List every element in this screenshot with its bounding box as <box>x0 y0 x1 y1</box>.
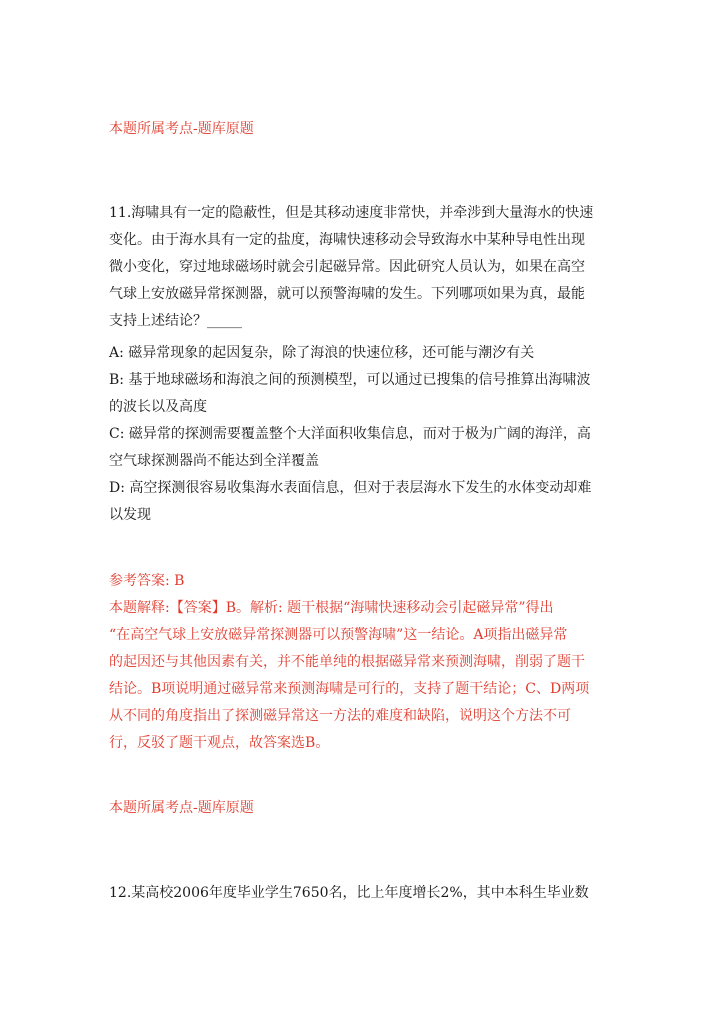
explanation-line: 本题解释:【答案】B。解析: 题干根据“海啸快速移动会引起磁异常”得出 <box>109 600 554 616</box>
question-11-stem <box>109 200 609 335</box>
q12-stem-line: 12.某高校2006年度毕业学生7650名，比上年度增长2%，其中本科生毕业数 <box>109 885 589 901</box>
question-11-answer <box>109 568 609 595</box>
explanation-line: 结论。B项说明通过磁异常来预测海啸是可行的，支持了题干结论；C、D两项 <box>109 681 590 697</box>
q11-stem-line: 11.海啸具有一定的隐蔽性，但是其移动速度非常快，并牵涉到大量海水的快速 <box>109 205 594 221</box>
q11-option-b-cont: 的波长以及高度 <box>109 399 207 415</box>
section-label-text: 本题所属考点-题库原题 <box>109 121 254 137</box>
question-12-stem <box>109 880 609 907</box>
q11-option-c-cont: 空气球探测器尚不能达到全洋覆盖 <box>109 453 319 469</box>
q11-option-d: D: 高空探测很容易收集海水表面信息，但对于表层海水下发生的水体变动却难 <box>109 480 592 496</box>
question-11-options <box>109 340 609 529</box>
section-label-q11 <box>109 795 609 822</box>
answer-text: 参考答案: B <box>109 573 185 589</box>
q11-stem-line: 变化。由于海水具有一定的盐度，海啸快速移动会导致海水中某种导电性出现 <box>109 232 585 248</box>
section-label-top <box>109 116 609 143</box>
q11-option-a: A: 磁异常现象的起因复杂，除了海浪的快速位移，还可能与潮汐有关 <box>109 345 535 361</box>
q11-option-b: B: 基于地球磁场和海浪之间的预测模型，可以通过已搜集的信号推算出海啸波 <box>109 372 591 388</box>
question-11-explanation <box>109 595 609 757</box>
explanation-line: “在高空气球上安放磁异常探测器可以预警海啸”这一结论。A项指出磁异常 <box>109 627 568 643</box>
explanation-line: 行，反驳了题干观点，故答案选B。 <box>109 735 330 751</box>
q11-stem-line: 气球上安放磁异常探测器，就可以预警海啸的发生。下列哪项如果为真，最能 <box>109 286 585 302</box>
explanation-line: 的起因还与其他因素有关，并不能单纯的根据磁异常来预测海啸，削弱了题干 <box>109 654 585 670</box>
q11-stem-line: 支持上述结论？_____ <box>109 313 242 329</box>
section-label-text: 本题所属考点-题库原题 <box>109 800 254 816</box>
q11-option-c: C: 磁异常的探测需要覆盖整个大洋面积收集信息，而对于极为广阔的海洋，高 <box>109 426 591 442</box>
explanation-line: 从不同的角度指出了探测磁异常这一方法的难度和缺陷，说明这个方法不可 <box>109 708 571 724</box>
q11-stem-line: 微小变化，穿过地球磁场时就会引起磁异常。因此研究人员认为，如果在高空 <box>109 259 585 275</box>
q11-option-d-cont: 以发现 <box>109 507 151 523</box>
